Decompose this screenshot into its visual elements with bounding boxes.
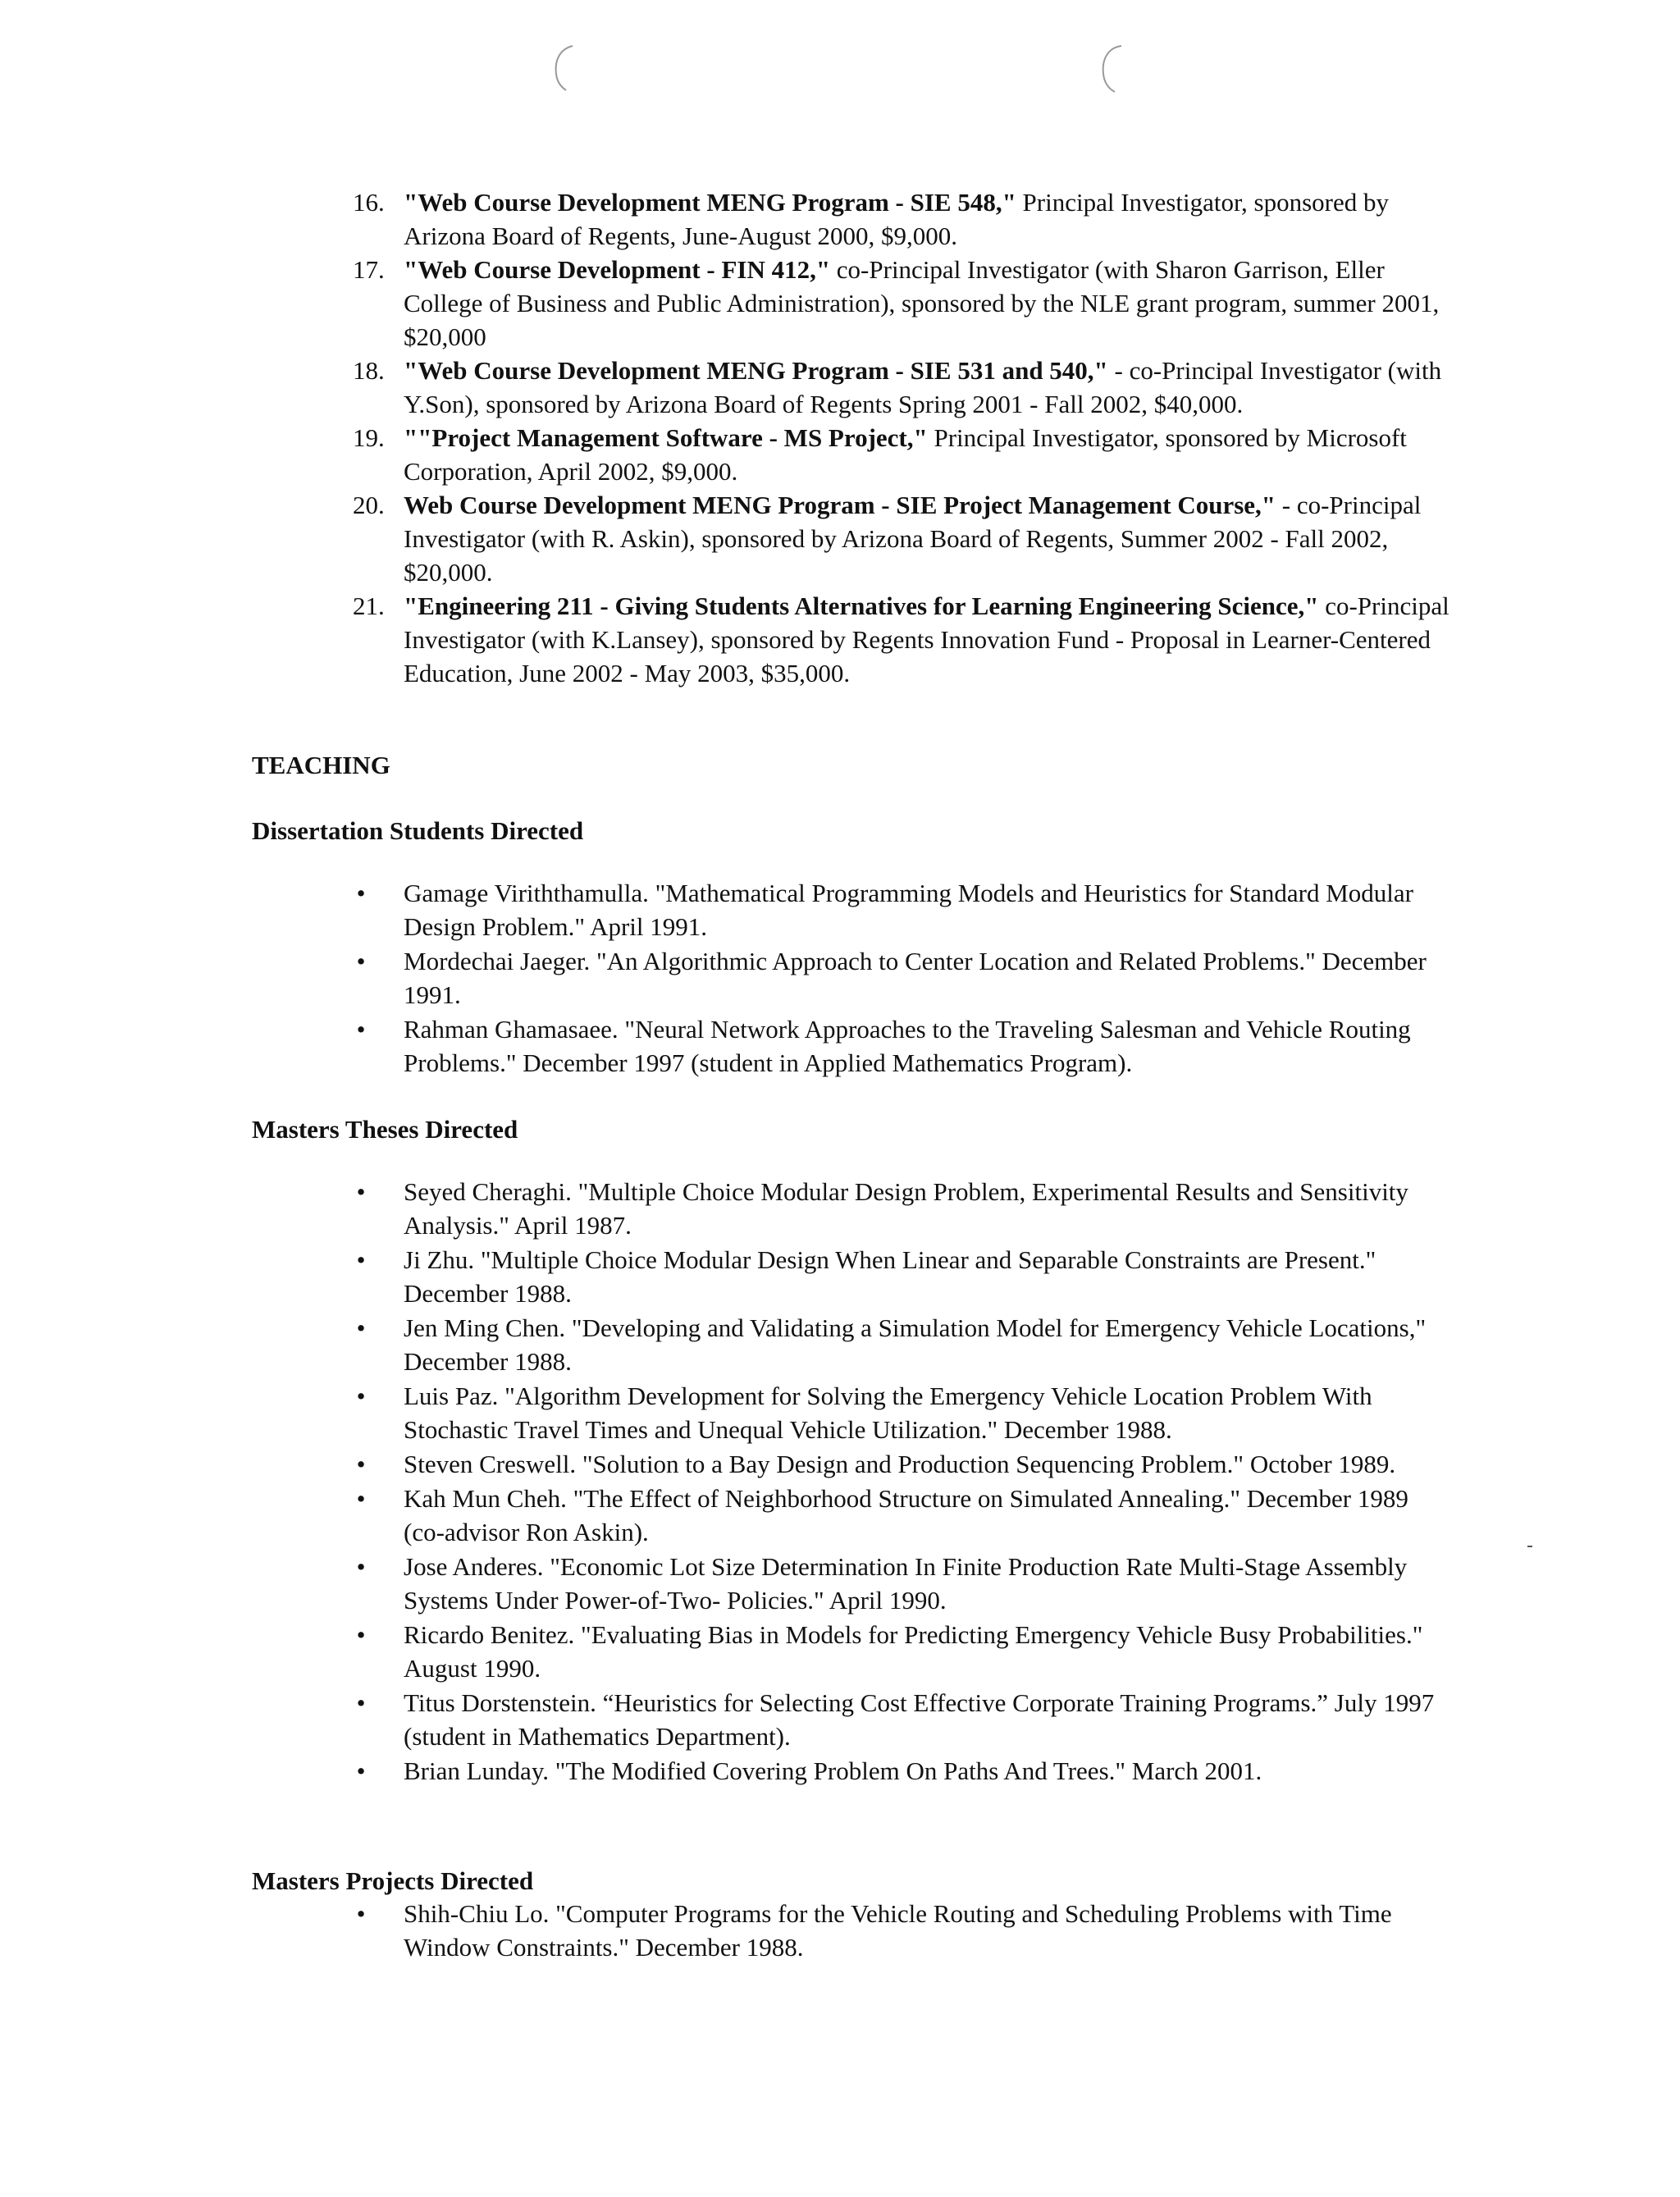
bullet-icon: • (356, 1450, 366, 1478)
masters-theses-list (353, 1175, 1452, 1788)
grant-item (353, 589, 1468, 690)
list-item: • Gamage Viriththamulla. "Mathematical Programming Models and Heuristics for Standard Modular Design Problem." April 1991. (353, 876, 1452, 943)
teaching-heading: TEACHING (252, 751, 390, 779)
grant-title: "Web Course Development - FIN 412," (404, 255, 831, 284)
grant-item (353, 488, 1468, 589)
grant-details: - co-Principal Investigator (with Y.Son), sponsored by Arizona Board of Regents Spring 2001 - Fall 2002, $40,000. (404, 356, 1442, 418)
grant-title: "Web Course Development MENG Program - SIE 531 and 540," (404, 356, 1108, 385)
masters-projects-list (353, 1897, 1452, 1965)
bullet-icon: • (356, 1313, 366, 1342)
grant-details: - co-Principal Investigator (with R. Askin), sponsored by Arizona Board of Regents, Summer 2002 - Fall 2002, $20,000. (404, 491, 1422, 587)
grant-details: co-Principal Investigator (with Sharon Garrison, Eller College of Business and Public Administration), sponsored by the NLE grant program, summer 2001, $20,000 (404, 255, 1440, 351)
grant-number: 21. (353, 592, 385, 620)
masters-projects-heading: Masters Projects Directed (252, 1866, 534, 1895)
grant-title: ""Project Management Software - MS Project," (404, 423, 928, 452)
grant-number: 19. (353, 423, 385, 452)
bullet-icon: • (356, 1899, 366, 1928)
bullet-icon: • (356, 1688, 366, 1717)
bullet-icon: • (356, 1245, 366, 1274)
scan-speck (1527, 1546, 1532, 1547)
grant-details: co-Principal Investigator (with K.Lansey), sponsored by Regents Innovation Fund - Proposal in Learner-Centered Education, June 2002 - May 2003, $35,000. (404, 592, 1449, 687)
bullet-icon: • (356, 1756, 366, 1785)
grant-number: 20. (353, 491, 385, 519)
grant-number: 16. (353, 188, 385, 217)
list-item: • Seyed Cheraghi. "Multiple Choice Modular Design Problem, Experimental Results and Sensitivity Analysis." April 1987. (353, 1175, 1452, 1242)
list-item: • Rahman Ghamasaee. "Neural Network Approaches to the Traveling Salesman and Vehicle Routing Problems." December 1997 (student in Applied Mathematics Program). (353, 1012, 1452, 1080)
grant-title: "Engineering 211 - Giving Students Alternatives for Learning Engineering Science," (404, 592, 1319, 620)
bullet-icon: • (356, 1015, 366, 1044)
grant-item (353, 253, 1468, 354)
bullet-icon: • (356, 1484, 366, 1513)
list-item: • Ricardo Benitez. "Evaluating Bias in Models for Predicting Emergency Vehicle Busy Probabilities." August 1990. (353, 1618, 1452, 1685)
grant-details: Principal Investigator, sponsored by Microsoft Corporation, April 2002, $9,000. (404, 423, 1407, 486)
masters-theses-heading: Masters Theses Directed (252, 1115, 518, 1144)
grant-title: Web Course Development MENG Program - SIE Project Management Course," (404, 491, 1276, 519)
bullet-icon: • (356, 1620, 366, 1649)
list-item: • Jen Ming Chen. "Developing and Validating a Simulation Model for Emergency Vehicle Locations," December 1988. (353, 1311, 1452, 1378)
binder-hole-mark-left (548, 41, 581, 98)
grant-title: "Web Course Development MENG Program - SIE 548," (404, 188, 1016, 217)
grants-list (353, 185, 1468, 690)
list-item: • Jose Anderes. "Economic Lot Size Determination In Finite Production Rate Multi-Stage Assembly Systems Under Power-of-Two- Policies." April 1990. (353, 1550, 1452, 1617)
list-item: • Mordechai Jaeger. "An Algorithmic Approach to Center Location and Related Problems." December 1991. (353, 944, 1452, 1012)
bullet-icon: • (356, 1177, 366, 1206)
bullet-icon: • (356, 879, 366, 907)
binder-hole-mark-right (1095, 41, 1128, 98)
list-item: • Kah Mun Cheh. "The Effect of Neighborhood Structure on Simulated Annealing." December 1989 (co-advisor Ron Askin). (353, 1482, 1452, 1549)
grant-number: 17. (353, 255, 385, 284)
list-item: • Steven Creswell. "Solution to a Bay Design and Production Sequencing Problem." October 1989. (353, 1447, 1452, 1481)
list-item: • Luis Paz. "Algorithm Development for Solving the Emergency Vehicle Location Problem With Stochastic Travel Times and Unequal Vehicle Utilization." December 1988. (353, 1379, 1452, 1446)
dissertation-list (353, 876, 1452, 1080)
dissertation-heading: Dissertation Students Directed (252, 816, 584, 845)
grant-number: 18. (353, 356, 385, 385)
list-item: • Ji Zhu. "Multiple Choice Modular Design When Linear and Separable Constraints are Present." December 1988. (353, 1243, 1452, 1310)
list-item: • Shih-Chiu Lo. "Computer Programs for the Vehicle Routing and Scheduling Problems with Time Window Constraints." December 1988. (353, 1897, 1452, 1964)
grant-item (353, 354, 1468, 421)
grant-details: Principal Investigator, sponsored by Arizona Board of Regents, June-August 2000, $9,000. (404, 188, 1390, 250)
grant-item (353, 185, 1468, 253)
bullet-icon: • (356, 947, 366, 975)
list-item: • Titus Dorstenstein. “Heuristics for Selecting Cost Effective Corporate Training Programs.” July 1997 (student in Mathematics Department). (353, 1686, 1452, 1753)
bullet-icon: • (356, 1552, 366, 1581)
list-item: • Brian Lunday. "The Modified Covering Problem On Paths And Trees." March 2001. (353, 1754, 1452, 1788)
bullet-icon: • (356, 1382, 366, 1410)
grant-item (353, 421, 1468, 488)
